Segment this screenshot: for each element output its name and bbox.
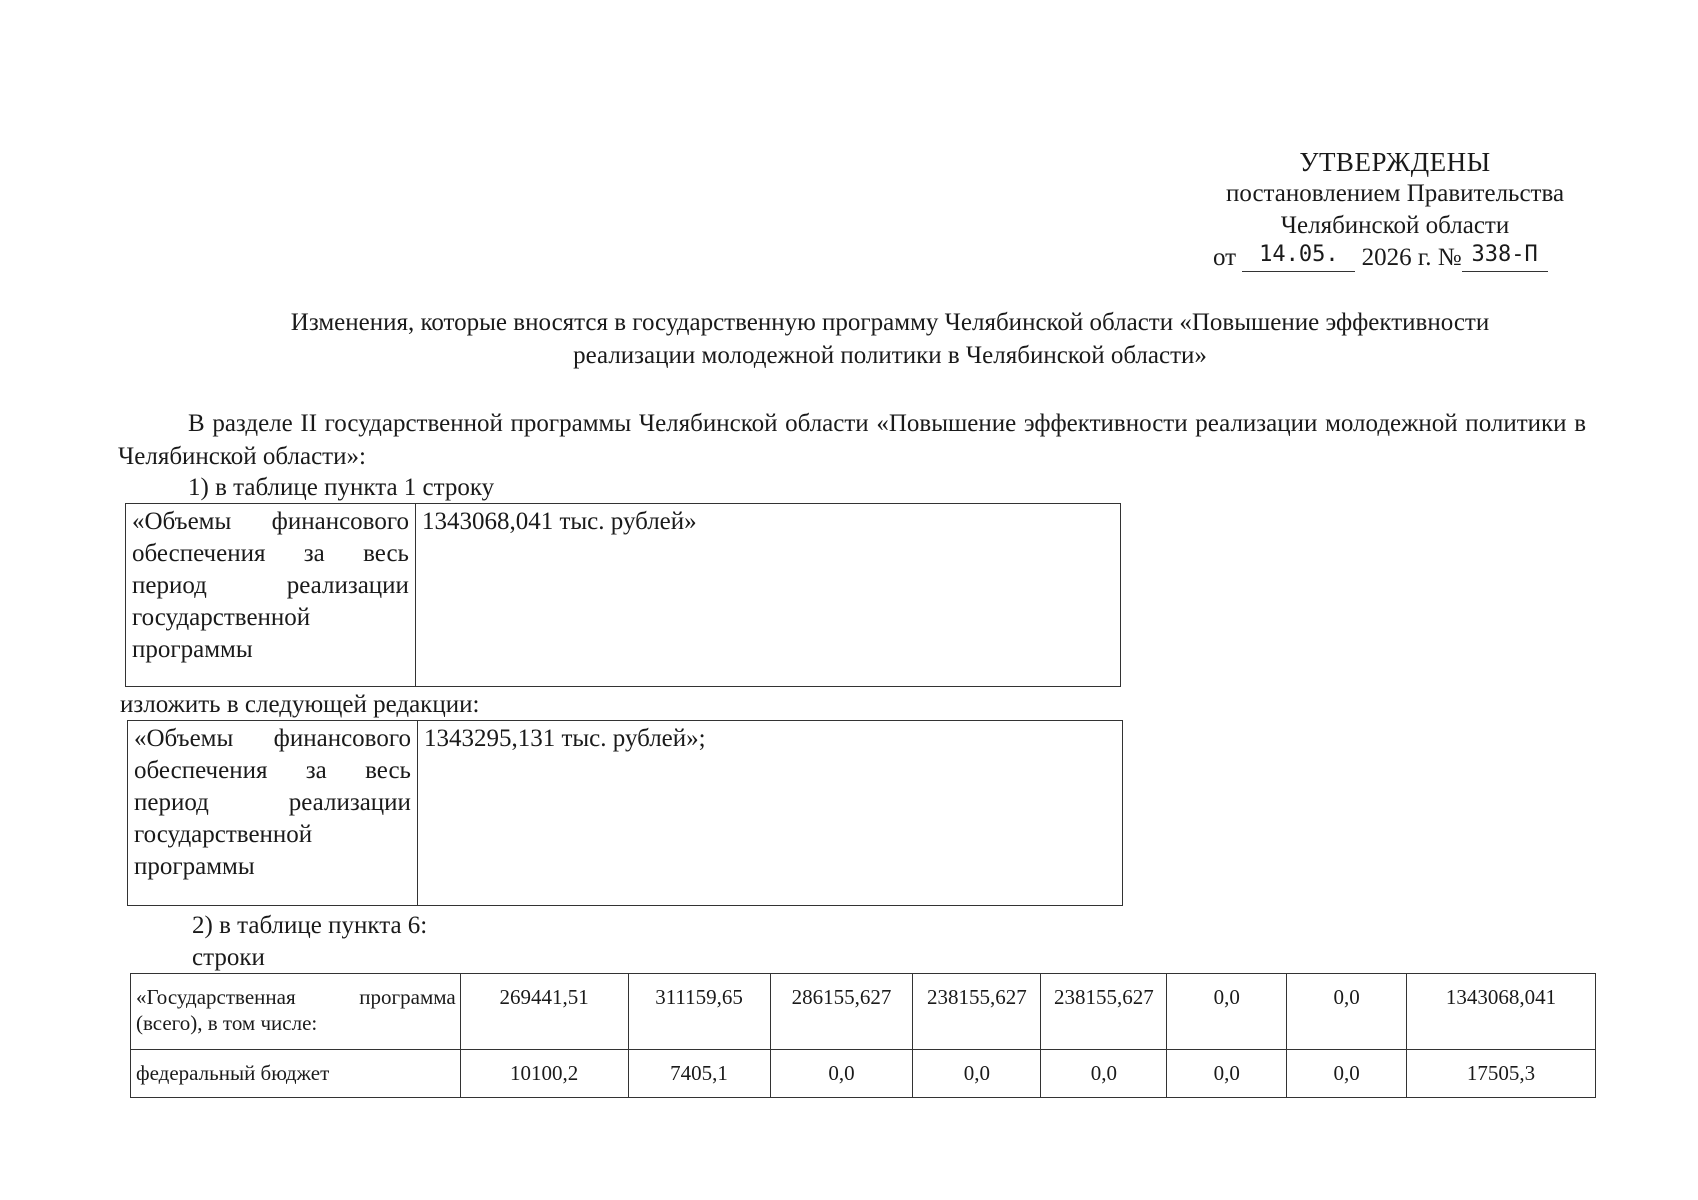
approval-number: 338-П [1462, 239, 1548, 272]
document-title-line-2: реализации молодежной политики в Челябинской области» [573, 342, 1207, 369]
finance-cell: 311159,65 [628, 974, 770, 1050]
new-label-line: государственной [134, 821, 313, 848]
old-label-cell [126, 504, 416, 687]
approval-heading: УТВЕРЖДЕНЫ [1299, 147, 1491, 177]
finance-cell: 0,0 [1287, 974, 1407, 1050]
finance-cell: 0,0 [913, 1050, 1041, 1098]
approval-line-2: Челябинской области [1280, 212, 1510, 239]
finance-cell: 269441,51 [460, 974, 628, 1050]
finance-cell: 238155,627 [913, 974, 1041, 1050]
finance-row-label: федеральный бюджет [131, 1050, 461, 1098]
finance-cell: 0,0 [1287, 1050, 1407, 1098]
old-label-line: период реализации [132, 572, 409, 599]
document-title [190, 306, 1590, 372]
item-2-text: 2) в таблице пункта 6: [192, 912, 428, 939]
item-1-text: 1) в таблице пункта 1 строку [188, 474, 495, 501]
finance-cell: 286155,627 [770, 974, 913, 1050]
old-label-line: государственной [132, 604, 311, 631]
finance-cell: 0,0 [1041, 1050, 1167, 1098]
finance-cell: 0,0 [1167, 974, 1287, 1050]
finance-cell: 17505,3 [1407, 1050, 1596, 1098]
old-label-line: программы [132, 636, 253, 663]
new-label-line: программы [134, 853, 255, 880]
restate-text: изложить в следующей редакции: [120, 691, 480, 718]
rows-word: строки [192, 944, 265, 971]
finance-cell: 1343068,041 [1407, 974, 1596, 1050]
approval-year: 2026 г. № [1361, 244, 1462, 271]
approval-stamp [1190, 146, 1600, 276]
table-row [131, 974, 1596, 1050]
finance-cell: 7405,1 [628, 1050, 770, 1098]
approval-from: от [1213, 244, 1237, 271]
approval-line-1: постановлением Правительства [1225, 180, 1565, 207]
table-row [128, 721, 1123, 906]
intro-paragraph: В разделе II государственной программы Челябинской области «Повышение эффективности реализации молодежной политики в Челябинской области»: [118, 410, 1586, 470]
finance-row-label: «Государственная программа (всего), в том числе: [131, 974, 461, 1050]
document-title-line-1: Изменения, которые вносятся в государственную программу Челябинской области «Повышение эффективности [290, 309, 1490, 336]
finance-table [130, 973, 1596, 1098]
new-label-line: период реализации [134, 789, 411, 816]
old-label-line: обеспечения за весь [132, 540, 409, 567]
table-row [131, 1050, 1596, 1098]
approval-date: 14.05. [1242, 239, 1355, 272]
new-value-cell: 1343295,131 тыс. рублей»; [417, 721, 1122, 906]
finance-cell: 238155,627 [1041, 974, 1167, 1050]
old-value-table [125, 503, 1121, 687]
new-label-cell [128, 721, 418, 906]
old-value-cell: 1343068,041 тыс. рублей» [415, 504, 1120, 687]
approval-date-line [1190, 242, 1600, 276]
table-row [126, 504, 1121, 687]
finance-cell: 0,0 [1167, 1050, 1287, 1098]
new-value-table [127, 720, 1123, 906]
old-label-line: «Объемы финансового [132, 508, 409, 535]
new-label-line: обеспечения за весь [134, 757, 411, 784]
new-label-line: «Объемы финансового [134, 725, 411, 752]
finance-cell: 0,0 [770, 1050, 913, 1098]
finance-cell: 10100,2 [460, 1050, 628, 1098]
